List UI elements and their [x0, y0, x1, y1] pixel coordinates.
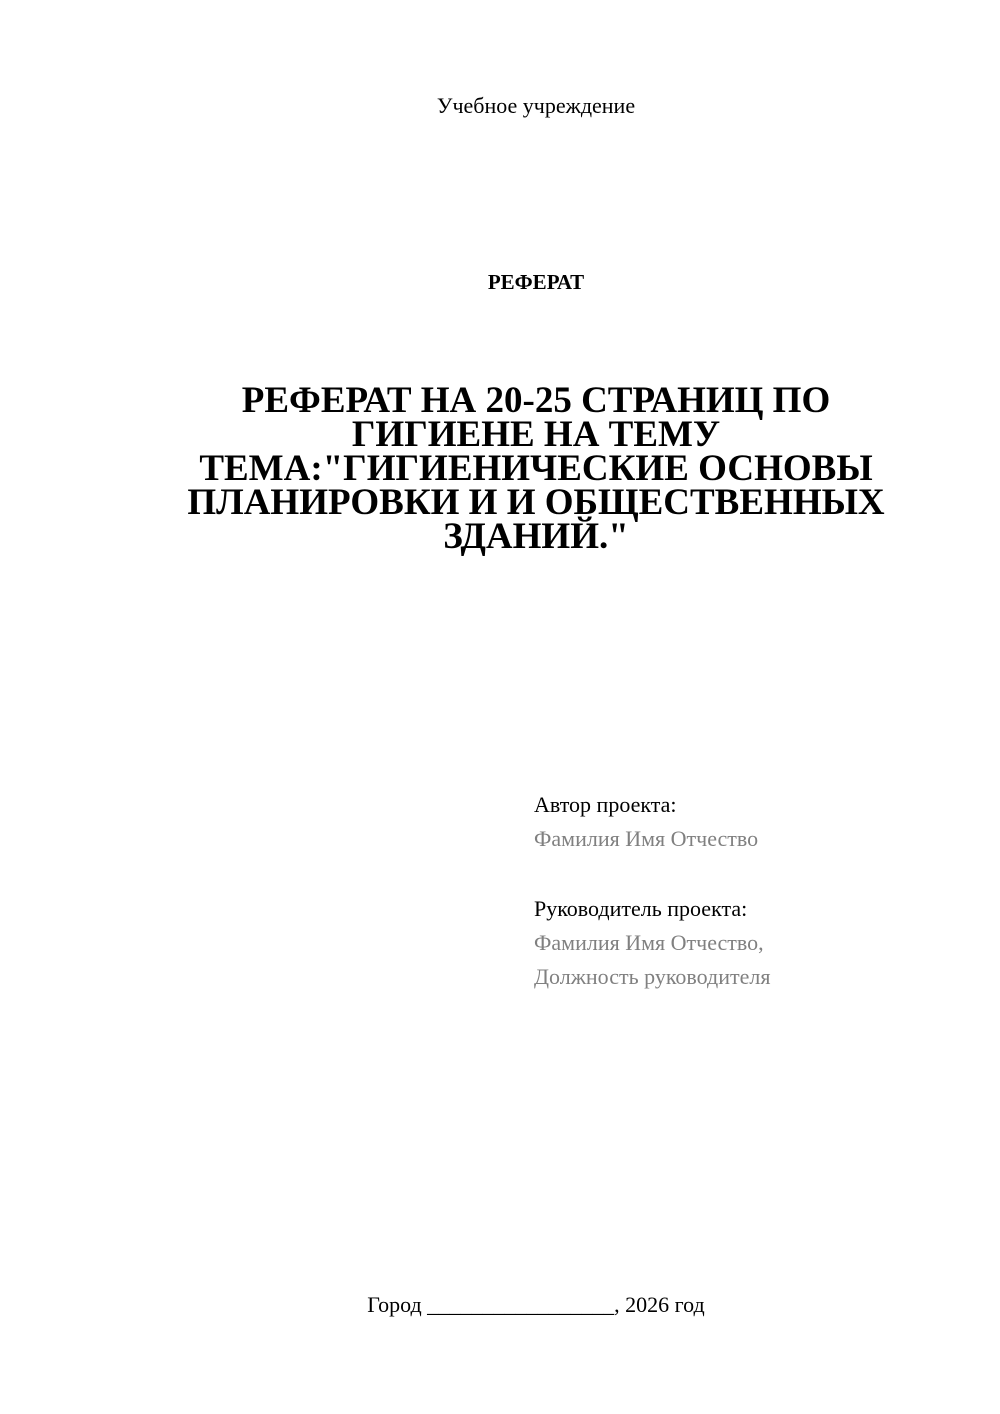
- title-line: ЗДАНИЙ.": [443, 516, 629, 557]
- title-line: ГИГИЕНЕ НА ТЕМУ: [351, 414, 721, 455]
- author-name: Фамилия Имя Отчество: [534, 826, 759, 851]
- credits-spacer: [534, 856, 974, 892]
- document-type-heading: РЕФЕРАТ: [487, 270, 585, 294]
- title-line: РЕФЕРАТ НА 20-25 СТРАНИЦ ПО: [241, 380, 831, 421]
- supervisor-position: Должность руководителя: [534, 964, 771, 989]
- supervisor-name: Фамилия Имя Отчество,: [534, 930, 764, 955]
- title-line: ТЕМА:"ГИГИЕНИЧЕСКИЕ ОСНОВЫ: [199, 448, 873, 489]
- document-title: [120, 380, 952, 557]
- supervisor-label: Руководитель проекта:: [534, 896, 748, 921]
- title-line: ПЛАНИРОВКИ И И ОБЩЕСТВЕННЫХ: [187, 482, 885, 523]
- credits-block: [534, 788, 974, 994]
- city-year-line: Город _________________, 2026 год: [367, 1292, 705, 1317]
- institution-name: Учебное учреждение: [436, 93, 636, 118]
- author-label: Автор проекта:: [534, 792, 677, 817]
